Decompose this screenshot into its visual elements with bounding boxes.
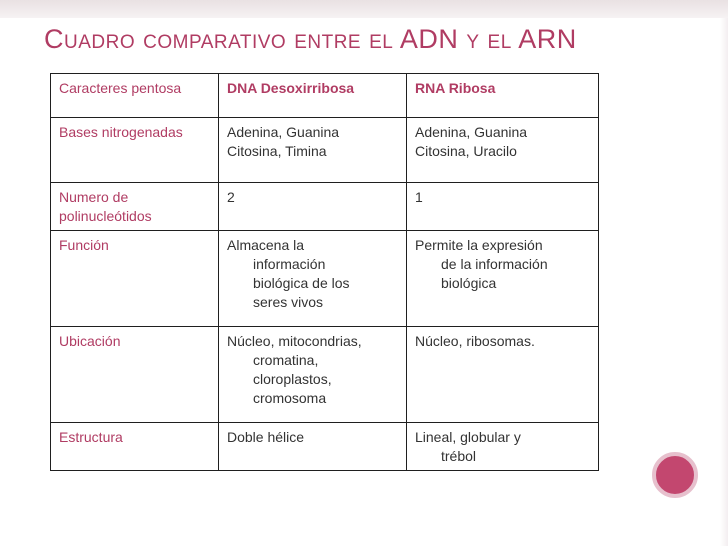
right-edge-shade — [720, 18, 728, 546]
row-label: Estructura — [51, 423, 219, 471]
dna-cell: Doble hélice — [219, 423, 407, 471]
table-row — [51, 74, 599, 118]
rna-cell: 1 — [407, 183, 599, 231]
table-row — [51, 327, 599, 423]
rna-cell: RNA Ribosa — [407, 74, 599, 118]
rna-cell: Permite la expresión de la información biológica — [407, 231, 599, 327]
rna-cell: Núcleo, ribosomas. — [407, 327, 599, 423]
row-label: Función — [51, 231, 219, 327]
comparison-table — [50, 73, 599, 471]
slide-title: Cuadro comparativo entre el ADN y el ARN — [44, 24, 577, 54]
row-label: Ubicación — [51, 327, 219, 423]
table-row — [51, 231, 599, 327]
table-row — [51, 423, 599, 471]
row-label: Bases nitrogenadas — [51, 118, 219, 183]
dna-cell: 2 — [219, 183, 407, 231]
dna-cell: Almacena la información biológica de los seres vivos — [219, 231, 407, 327]
decorative-circle-icon — [652, 452, 698, 498]
table-row — [51, 183, 599, 231]
dna-cell: Adenina, Guanina Citosina, Timina — [219, 118, 407, 183]
dna-cell: Núcleo, mitocondrias, cromatina, cloroplastos, cromosoma — [219, 327, 407, 423]
top-decorative-band — [0, 0, 728, 18]
row-label: Numero de polinucleótidos — [51, 183, 219, 231]
rna-cell: Lineal, globular y trébol — [407, 423, 599, 471]
table-row — [51, 118, 599, 183]
dna-cell: DNA Desoxirribosa — [219, 74, 407, 118]
row-label: Caracteres pentosa — [51, 74, 219, 118]
rna-cell: Adenina, Guanina Citosina, Uracilo — [407, 118, 599, 183]
